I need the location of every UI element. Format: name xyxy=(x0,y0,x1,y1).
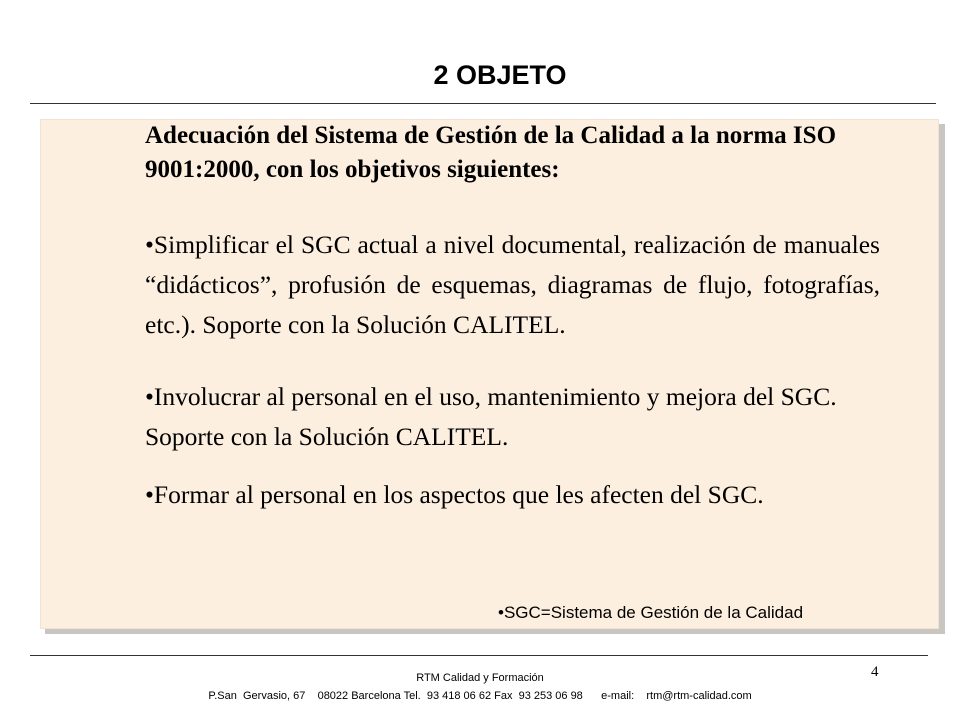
bullet-simplificar: •Simplificar el SGC actual a nivel documental, realización de manuales “didácticos”, profusión de esquemas, diagramas de flujo, fotografías, etc.). Soporte con la Solución CALITEL. xyxy=(145,230,880,339)
page-number: 4 xyxy=(871,664,879,680)
bullet-formar: •Formar al personal en los aspectos que les afecten del SGC. xyxy=(145,480,764,509)
footer-company: RTM Calidad y Formación xyxy=(416,672,544,684)
footer-contact: P.San Gervasio, 67 08022 Barcelona Tel. 93 418 06 62 Fax 93 253 06 98 e-mail: rtm@rtm-calidad.com xyxy=(208,690,752,702)
content-text xyxy=(145,119,880,515)
bullet-involucrar: •Involucrar al personal en el uso, mantenimiento y mejora del SGC. Soporte con la Solución CALITEL. xyxy=(145,382,837,451)
sgc-footnote: •SGC=Sistema de Gestión de la Calidad xyxy=(498,603,804,622)
bottom-divider xyxy=(30,655,928,656)
objective-heading: Adecuación del Sistema de Gestión de la Calidad a la norma ISO 9001:2000, con los objetivos siguientes: xyxy=(145,122,837,183)
top-divider xyxy=(30,103,936,104)
slide-title: 2 OBJETO xyxy=(433,60,567,90)
